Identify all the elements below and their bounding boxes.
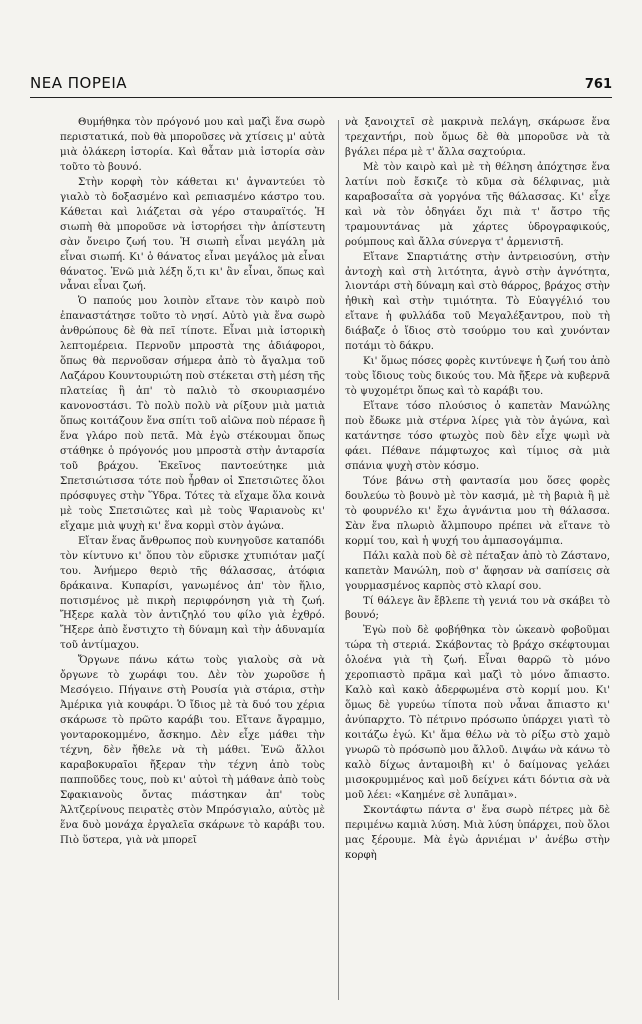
header-rule bbox=[30, 97, 612, 98]
journal-title: ΝΕΑ ΠΟΡΕΙΑ bbox=[30, 74, 128, 92]
paragraph: Πάλι καλὰ ποὺ δὲ σὲ πέταξαν ἀπὸ τὸ Ζάστανο, καπετὰν Μανώλη, ποὺ σ' ἄφησαν νὰ σαπίσεις σὰ γουρμασμένος καρπὸς στὸ κλαρί σου. bbox=[345, 550, 610, 592]
paragraph: Εἴτανε τόσο πλούσιος ὁ καπετὰν Μανώλης ποὺ ἔδωκε μιὰ στέρνα λίρες γιὰ τὸν ἀγώνα, καὶ κατάντησε τόσο φτωχὸς ποὺ δὲν εἶχε ψωμὶ νὰ φάει. Πέθανε πάμφτωχος καὶ τίμιος σὰ μιὰ σπάνια ψυχὴ στὸν κόσμο. bbox=[345, 401, 610, 472]
paragraph: Στὴν κορφὴ τὸν κάθεται κι' ἀγναντεύει τὸ γιαλὸ τὸ δοξασμένο καὶ ρεπιασμένο κάστρο του. Κάθεται καὶ λιάζεται σὰ γέρο σταυραϊτός. Ἡ σιωπὴ θὰ μποροῦσε νὰ ἱστορήσει τὴν ἀπίστευτη σὰν ὄνειρο ζωή του. Ἡ σιωπὴ εἶναι μεγάλη μὰ εἶναι σιωπή. Κι' ὁ θάνατος εἶναι μεγάλος μὰ εἶναι θάνατος. Ἐνῶ μιὰ λέξη ὅ,τι κι' ἂν εἶναι, ὅπως καὶ νἆναι εἶναι ζωή. bbox=[60, 176, 325, 293]
page-number: 761 bbox=[584, 77, 612, 92]
paragraph: Ὄργωνε πάνω κάτω τοὺς γιαλοὺς σὰ νὰ ὄργωνε τὸ χωράφι του. Δὲν τὸν χωροῦσε ἡ Μεσόγειο. Πήγαινε στὴ Ρουσία γιὰ στάρια, στὴν Ἀμέρικα γιὰ κουφάρι. Ὁ ἴδιος μὲ τὰ δυό του χέρια σκάρωσε τὸ πρῶτο καράβι του. Εἴτανε ἄγραμμο, γονταροκομμένο, ἄσκημο. Δὲν εἶχε μάθει τὴν τέχνη, δὲν ἤθελε νὰ τὴ μάθει. Ἐνῶ ἄλλοι καραβοκυραῖοι ἤξεραν τὴν τέχνη ἀπὸ τοὺς παπποῦδες τους, ποὺ κι' αὐτοὶ τὴ μάθανε ἀπὸ τοὺς Σφακιανοὺς ὄντας πιάστηκαν ἀπ' τοὺς Ἀλτζερίνους πειρατὲς στὸν Μπρόσγιαλο, αὐτὸς μὲ ἕνα δυὸ μονάχα ἐργαλεῖα σκάρωνε τὸ καράβι του. Πιὸ ὕστερα, γιὰ νὰ μπορεῖ bbox=[60, 655, 325, 846]
paragraph-continued: νὰ ξανοιχτεῖ σὲ μακρινὰ πελάγη, σκάρωσε ἕνα τρεχαντήρι, ποὺ ὅμως δὲ θὰ μποροῦσε νὰ τὰ βγάλει πέρα μὲ τ' ἄλλα σαχτούρια. bbox=[345, 117, 610, 158]
paragraph: Εἴταν ἕνας ἄνθρωπος ποὺ κυνηγοῦσε καταπόδι τὸν κίντυνο κι' ὅπου τὸν εὕρισκε χτυπιόταν μαζί του. Ἀνήμερο θεριὸ τῆς θάλασσας, ἀτόφια δράκαινα. Κυπαρίσι, γανωμένος ἀπ' τὸν ἥλιο, ποτισμένος μὲ πικρὴ περιφρόνηση γιὰ τὴ ζωή. Ἤξερε καλὰ τὸν ἀντιζηλό του φίλο γιὰ ἐχθρό. Ἤξερε ἀπὸ ἔνστιχτο τὴ δύναμη καὶ τὴν ἀδυναμία τοῦ ἀντίμαχου. bbox=[60, 535, 325, 652]
paragraph: Σκοντάφτω πάντα σ' ἕνα σωρὸ πέτρες μὰ δὲ περιμένω καμιὰ λύση. Μιὰ λύση ὑπάρχει, ποὺ ὅλοι μας ξέρουμε. Μὰ ἐγὼ ἀρνιέμαι ν' ἀνέβω στὴν κορφὴ bbox=[345, 804, 610, 861]
right-column bbox=[345, 116, 610, 1001]
paragraph: Τόνε βάνω στὴ φαντασία μου ὅσες φορὲς δουλεύω τὸ βουνὸ μὲ τὸν κασμά, μὲ τὴ βαριὰ ἢ μὲ τὸ φουρνέλο κι' ἔχω ἀγνάντια μου τὴ θάλασσα. Σὰν ἕνα πλωριὸ ἄλμπουρο πρέπει νὰ εἴτανε τὸ κορμί του, καὶ ἡ ψυχή του ἀμπασογάμπια. bbox=[345, 475, 610, 547]
paragraph: Ὁ παπούς μου λοιπὸν εἴτανε τὸν καιρὸ ποὺ ἐπαναστάτησε τοῦτο τὸ νησί. Αὐτὸ γιὰ ἕνα σωρὸ ἀνθρώπους δὲ θὰ πεῖ τίποτε. Εἶναι μιὰ ἱστορικὴ λεπτομέρεια. Περνοῦν μπροστὰ της ἀδιάφοροι, ὅπως θὰ περνοῦσαν σήμερα ἀπὸ τὸ ἄγαλμα τοῦ Λαζάρου Κουντουριώτη ποὺ στέκεται στὴ μέση τῆς πλατείας ἢ ἀπ' τὸ παλιὸ τὸ σκουριασμένο κανονοστάσι. Τὸ πολὺ πολὺ νὰ ρίξουν μιὰ ματιὰ ὅπως κοιτάζουν ἕνα σπίτι τοῦ αἰῶνα ποὺ πέρασε ἢ ἕνα γλάρο ποὺ πετᾶ. Μὰ ἐγὼ στέκουμαι ὅπως στάθηκε ὁ πρόγονός μου μπροστὰ στὴν ἀνταρσία τοῦ βράχου. Ἐκεῖνος παντοεύτηκε μιὰ Σπετσιώτισσα τότε ποὺ ἦρθαν οἱ Σπετσιῶτες ὅλοι πρόσφυγες στὴν Ὕδρα. Τότες τὰ εἴχαμε ὅλα κοινὰ μὲ τοὺς Σπετσιῶτες καὶ μὲ τοὺς Ψαριανοὺς κι' εἴχαμε μιὰ ψυχὴ κι' ἕνα κορμὶ στὸν ἀγώνα. bbox=[60, 296, 325, 532]
running-header bbox=[30, 72, 612, 92]
paragraph: Τί θάλεγε ἂν ἔβλεπε τὴ γενιά του νὰ σκάβει τὸ βουνό; bbox=[345, 595, 610, 622]
paragraph: Θυμήθηκα τὸν πρόγονό μου καὶ μαζὶ ἕνα σωρὸ περιστατικά, ποὺ θὰ μποροῦσες νὰ χτίσεις μ' αὐτὰ μιὰ ὁλάκερη ἱστορία. Καὶ θἆταν μιὰ ἱστορία σὰν τοῦτο τὸ βουνό. bbox=[60, 117, 325, 173]
paragraph: Ἐγὼ ποὺ δὲ φοβήθηκα τὸν ὠκεανὸ φοβοῦμαι τώρα τὴ στεριά. Σκάβοντας τὸ βράχο σκέφτουμαι ὁλοένα γιὰ τὴ ζωή. Εἶναι θαρρῶ τὸ μόνο χεροπιαστὸ πρᾶμα καὶ μαζὶ τὸ μόνο ἄπιαστο. Καλὸ καὶ κακὸ ἀδερφωμένα στὸ κορμί μου. Κι' ὅμως δὲ γυρεύω τίποτα ποὺ νἆναι ἄπιαστο κι' ἀνύπαρχτο. Τὸ πέτρινο πρόσωπο ὑπάρχει γιατὶ τὸ κοιτάζω ἐγώ. Κι' ἅμα θέλω νὰ τὸ ρίξω στὸ χαμὸ γνωρῶ τὸ πρόσωπὸ μου ἄλλοῦ. Διψάω νὰ κάνω τὸ καλὸ δίχως ἀνταμοιβὴ κι' ὁ δαίμονας γελάει μισοκρυμμένος καὶ μοῦ δείχνει κάτι δόντια σὰ νὰ μοῦ λέει: «Καημένε σὲ λυπᾶμαι». bbox=[345, 625, 610, 801]
text-columns bbox=[60, 116, 610, 1001]
column-divider bbox=[338, 120, 339, 1000]
paragraph: Μὲ τὸν καιρὸ καὶ μὲ τὴ θέληση ἀπόχτησε ἕνα λατίνι ποὺ ἔσκιζε τὸ κῦμα σὰ δέλφινας, μιὰ καραβοσαΐτα σὰ γοργόνα τῆς θάλασσας. Κι' εἶχε καὶ νὰ τὸν ὁδηγάει ὄχι πιὰ τ' ἄστρο τῆς τραμουντάνας μὰ χάρτες ὑδρογραφικούς, ρούμπους καὶ ἄλλα σύνεργα τ' ἀρμενιστῆ. bbox=[345, 161, 610, 248]
paragraph: Κι' ὅμως πόσες φορὲς κιντύνεψε ἡ ζωή του ἀπὸ τοὺς ἴδιους τοὺς δικούς του. Μὰ ἤξερε νὰ κυβερνᾶ τὸ ψυχομέτρι ὅπως καὶ τὸ καράβι του. bbox=[345, 356, 610, 398]
left-column bbox=[60, 116, 325, 1001]
paragraph: Εἴτανε Σπαρτιάτης στὴν ἀντρειοσύνη, στὴν ἀντοχὴ καὶ στὴ λιτότητα, ἁγνὸ στὴν ἁγνότητα, λιοντάρι στὴ δύναμη καὶ στὸ θάρρος, βράχος στὴν ἠθικὴ καὶ στὴν τιμιότητα. Τὸ Εὐαγγέλιό του εἴτανε ἡ φυλλάδα τοῦ Μεγαλέξαντρου, ποὺ τὴ διάβαζε ὁ ἴδιος στὸ τσούρμο του καὶ χυνόνταν ποτάμι τὸ δάκρυ. bbox=[345, 251, 610, 353]
